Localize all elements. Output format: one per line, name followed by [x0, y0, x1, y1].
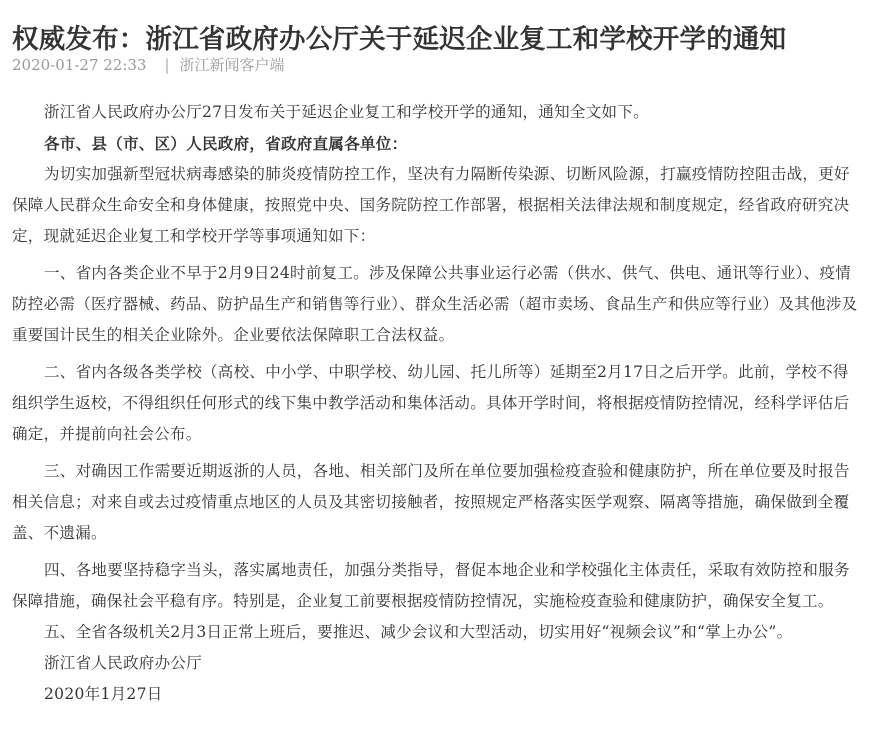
publish-date: 2020-01-27 22:33 [12, 56, 147, 74]
meta-separator: | [164, 56, 170, 74]
article-meta [12, 55, 285, 75]
item-2-paragraph: 二、省内各级各类学校（高校、中小学、中职学校、幼儿园、托儿所等）延期至2月17日之后开学。此前，学校不得组织学生返校，不得组织任何形式的线下集中教学活动和集体活动。具体开学时间，将根据疫情防控情况，经科学评估后确定，并提前向社会公布。 [12, 363, 850, 443]
article-source: 浙江新闻客户端 [179, 56, 285, 74]
item-3-paragraph: 三、对确因工作需要近期返浙的人员，各地、相关部门及所在单位要加强检疫查验和健康防护，所在单位要及时报告相关信息；对来自或去过疫情重点地区的人员及其密切接触者，按照规定严格落实医学观察、隔离等措施，确保做到全覆盖、不遗漏。 [12, 462, 850, 542]
intro-paragraph: 浙江省人民政府办公厅27日发布关于延迟企业复工和学校开学的通知，通知全文如下。 [44, 103, 649, 121]
article-body [12, 97, 858, 710]
addressee-paragraph: 各市、县（市、区）人民政府，省政府直属各单位： [44, 134, 408, 153]
item-1-paragraph: 一、省内各类企业不早于2月9日24时前复工。涉及保障公共事业运行必需（供水、供气、供电、通讯等行业）、疫情防控必需（医疗器械、药品、防护品生产和销售等行业）、群众生活必需（超市卖场、食品生产和供应等行业）及其他涉及重要国计民生的相关企业除外。企业要依法保障职工合法权益。 [12, 264, 858, 344]
preamble-paragraph: 为切实加强新型冠状病毒感染的肺炎疫情防控工作，坚决有力隔断传染源、切断风险源，打赢疫情防控阻击战，更好保障人民群众生命安全和身体健康，按照党中央、国务院防控工作部署，根据相关法律法规和制度规定，经省政府研究决定，现就延迟企业复工和学校开学等事项通知如下： [12, 165, 850, 245]
issue-date-paragraph: 2020年1月27日 [44, 685, 163, 703]
item-5-paragraph: 五、全省各级机关2月3日正常上班后，要推迟、减少会议和大型活动，切实用好“视频会议”和“掌上办公”。 [44, 623, 793, 641]
article-title: 权威发布：浙江省政府办公厅关于延迟企业复工和学校开学的通知 [12, 23, 787, 55]
item-4-paragraph: 四、各地要坚持稳字当头，落实属地责任，加强分类指导，督促本地企业和学校强化主体责任，采取有效防控和服务保障措施，确保社会平稳有序。特别是，企业复工前要根据疫情防控情况，实施检疫查验和健康防护，确保安全复工。 [12, 561, 850, 610]
issuer-paragraph: 浙江省人民政府办公厅 [44, 654, 203, 672]
